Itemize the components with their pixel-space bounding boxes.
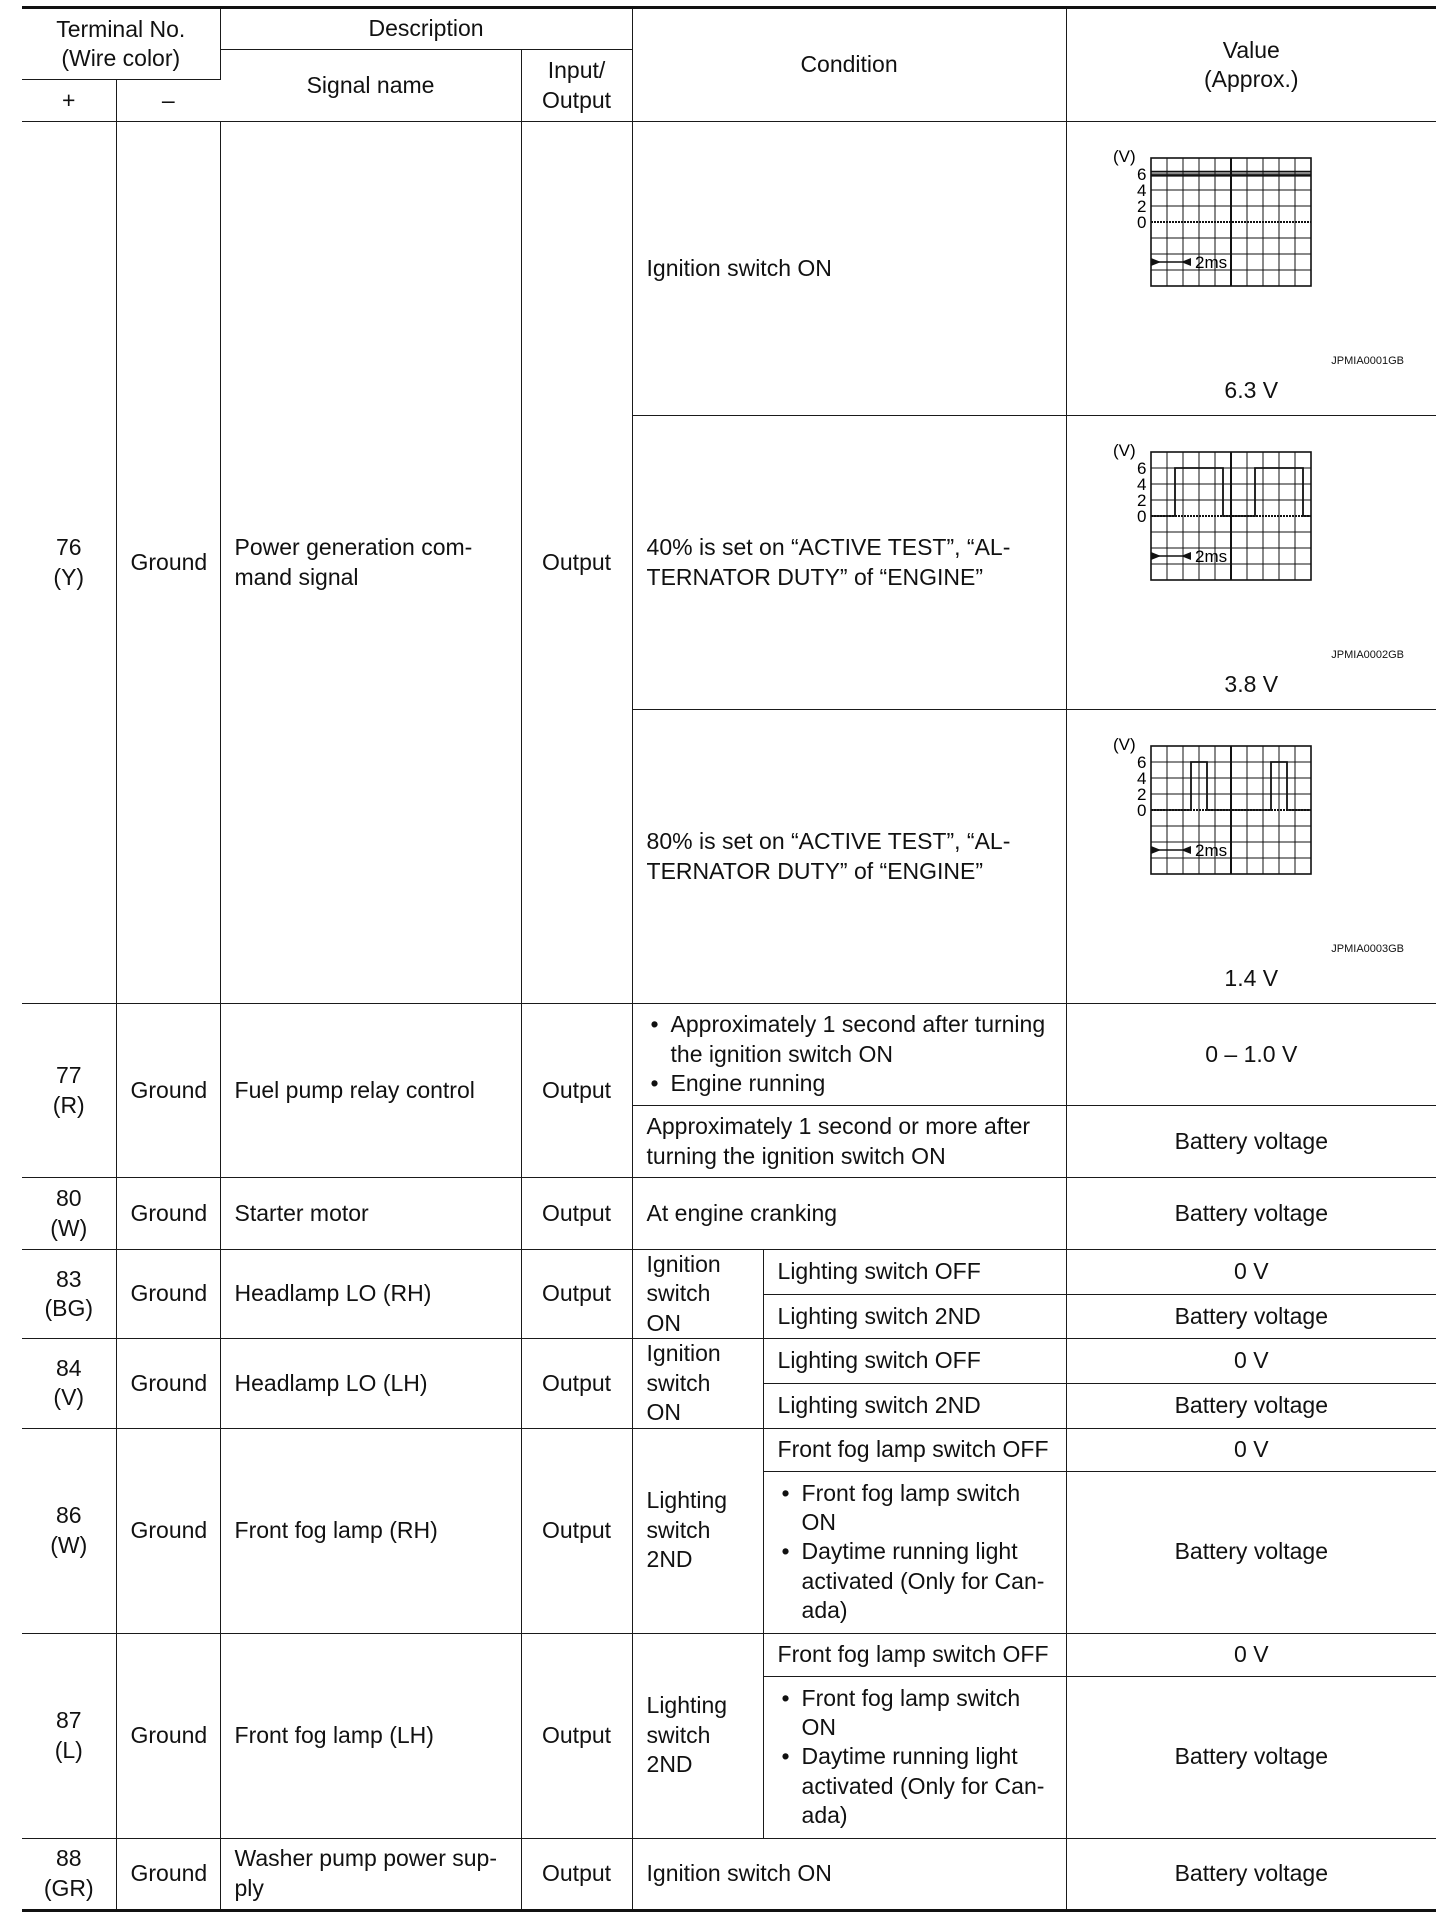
oscilloscope-waveform xyxy=(1107,724,1327,899)
y-tick-label: 4 xyxy=(1136,474,1146,494)
condition-text: At engine cranking xyxy=(632,1178,1066,1250)
io-type: Output xyxy=(521,1633,632,1838)
header-terminal-label: Terminal No. xyxy=(56,15,186,42)
table-row xyxy=(22,1004,1436,1106)
condition-group: Lighting switch 2ND xyxy=(632,1428,763,1633)
header-value-label: Value xyxy=(1222,36,1280,63)
wire-color: (BG) xyxy=(44,1295,94,1322)
minus-terminal: Ground xyxy=(116,1004,220,1178)
table-row xyxy=(22,1633,1436,1676)
terminal-number: 76 xyxy=(55,534,82,561)
terminal-cell xyxy=(22,1178,116,1250)
header-approx-label: (Approx.) xyxy=(1203,66,1299,92)
wire-color: (Y) xyxy=(53,563,85,590)
condition-bullet: • Engine running xyxy=(647,1069,1052,1098)
approx-value: 0 V xyxy=(1066,1428,1436,1471)
condition-bullet: • Front fog lamp switch ON xyxy=(778,1479,1052,1538)
y-unit-label: (V) xyxy=(1112,146,1136,166)
wire-color: (R) xyxy=(52,1091,85,1118)
io-type: Output xyxy=(521,1838,632,1910)
arrow-head xyxy=(1151,552,1161,560)
io-type: Output xyxy=(521,1428,632,1633)
terminal-number: 86 xyxy=(55,1502,82,1529)
arrow-head xyxy=(1151,846,1161,854)
approx-value: 0 V xyxy=(1066,1633,1436,1676)
sub-condition: Front fog lamp switch OFF xyxy=(763,1633,1066,1676)
terminal-number: 84 xyxy=(55,1355,82,1382)
terminal-number: 87 xyxy=(55,1707,82,1734)
table-row xyxy=(22,1178,1436,1250)
terminal-cell xyxy=(22,1633,116,1838)
terminal-cell xyxy=(22,1838,116,1910)
waveform-cell xyxy=(1066,416,1436,710)
figure-code: JPMIA0002GB xyxy=(1331,648,1405,661)
header-terminal-no xyxy=(22,8,220,80)
sub-condition: Lighting switch 2ND xyxy=(763,1294,1066,1339)
signal-name: Front fog lamp (RH) xyxy=(220,1428,521,1633)
y-unit-label: (V) xyxy=(1112,440,1136,460)
approx-value: 0 – 1.0 V xyxy=(1066,1004,1436,1106)
terminal-cell xyxy=(22,1428,116,1633)
wire-color: (V) xyxy=(53,1384,85,1411)
condition-bullet: • Approximately 1 second after turning the ignition switch ON xyxy=(647,1010,1052,1069)
y-tick-label: 2 xyxy=(1136,784,1146,804)
condition-group: Ignition switch ON xyxy=(632,1250,763,1339)
y-tick-label: 0 xyxy=(1136,506,1146,526)
y-tick-label: 6 xyxy=(1136,164,1146,184)
condition-list xyxy=(647,1010,1052,1098)
header-description: Description xyxy=(220,8,632,50)
condition-group: Lighting switch 2ND xyxy=(632,1633,763,1838)
terminal-number: 80 xyxy=(55,1185,82,1212)
condition-text: Approximately 1 second or more after turning the ignition switch ON xyxy=(632,1106,1066,1178)
terminal-cell xyxy=(22,1339,116,1428)
condition-group: Ignition switch ON xyxy=(632,1339,763,1428)
time-div-label: 2ms xyxy=(1194,252,1227,272)
figure-code: JPMIA0003GB xyxy=(1331,942,1405,955)
time-div-label: 2ms xyxy=(1194,546,1227,566)
signal-name: Power generation com-mand signal xyxy=(220,122,521,1004)
condition-list xyxy=(778,1684,1052,1831)
header-minus: – xyxy=(116,80,220,122)
io-type: Output xyxy=(521,122,632,1004)
condition-list xyxy=(778,1479,1052,1626)
header-input-output: Input/ Output xyxy=(521,50,632,122)
y-tick-label: 2 xyxy=(1136,196,1146,216)
terminal-cell xyxy=(22,122,116,1004)
table-row xyxy=(22,1250,1436,1295)
signal-name: Starter motor xyxy=(220,1178,521,1250)
condition-bullet: • Front fog lamp switch ON xyxy=(778,1684,1052,1743)
signal-name: Headlamp LO (LH) xyxy=(220,1339,521,1428)
header-signal-name: Signal name xyxy=(220,50,521,122)
table-row xyxy=(22,1838,1436,1910)
table-row xyxy=(22,122,1436,416)
terminal-number: 77 xyxy=(55,1062,82,1089)
signal-name: Front fog lamp (LH) xyxy=(220,1633,521,1838)
io-type: Output xyxy=(521,1250,632,1339)
y-tick-label: 2 xyxy=(1136,490,1146,510)
minus-terminal: Ground xyxy=(116,1428,220,1633)
time-div-label: 2ms xyxy=(1194,840,1227,860)
wire-color: (W) xyxy=(50,1531,88,1558)
approx-value: Battery voltage xyxy=(1066,1471,1436,1633)
sub-condition: Lighting switch OFF xyxy=(763,1250,1066,1295)
minus-terminal: Ground xyxy=(116,1339,220,1428)
waveform-figure xyxy=(1067,418,1437,708)
waveform-cell xyxy=(1066,710,1436,1004)
io-type: Output xyxy=(521,1339,632,1428)
signal-name: Washer pump power sup-ply xyxy=(220,1838,521,1910)
header-value xyxy=(1066,8,1436,122)
wire-color: (GR) xyxy=(43,1874,94,1901)
approx-value: 3.8 V xyxy=(1224,670,1279,697)
sub-condition xyxy=(763,1676,1066,1838)
approx-value: 1.4 V xyxy=(1224,964,1279,991)
y-tick-label: 0 xyxy=(1136,212,1146,232)
y-tick-label: 0 xyxy=(1136,800,1146,820)
header-plus: + xyxy=(22,80,116,122)
minus-terminal: Ground xyxy=(116,1178,220,1250)
approx-value: 6.3 V xyxy=(1224,376,1279,403)
approx-value: Battery voltage xyxy=(1066,1383,1436,1428)
minus-terminal: Ground xyxy=(116,1633,220,1838)
signal-name: Headlamp LO (RH) xyxy=(220,1250,521,1339)
io-type: Output xyxy=(521,1178,632,1250)
terminal-cell xyxy=(22,1004,116,1178)
waveform-figure xyxy=(1067,712,1437,1002)
approx-value: Battery voltage xyxy=(1066,1676,1436,1838)
terminal-number: 88 xyxy=(55,1845,82,1872)
y-unit-label: (V) xyxy=(1112,734,1136,754)
terminal-cell xyxy=(22,1250,116,1339)
io-type: Output xyxy=(521,1004,632,1178)
approx-value: 0 V xyxy=(1066,1339,1436,1384)
condition-bullet: • Daytime running light activated (Only for Can-ada) xyxy=(778,1537,1052,1625)
sub-condition: Lighting switch OFF xyxy=(763,1339,1066,1384)
approx-value: 0 V xyxy=(1066,1250,1436,1295)
figure-code: JPMIA0001GB xyxy=(1331,354,1405,367)
sub-condition xyxy=(763,1471,1066,1633)
condition-bullet: • Daytime running light activated (Only for Can-ada) xyxy=(778,1742,1052,1830)
minus-terminal: Ground xyxy=(116,122,220,1004)
arrow-head xyxy=(1151,258,1161,266)
sub-condition: Lighting switch 2ND xyxy=(763,1383,1066,1428)
condition-text: 40% is set on “ACTIVE TEST”, “AL-TERNATOR DUTY” of “ENGINE” xyxy=(632,416,1066,710)
terminal-spec-table xyxy=(22,6,1436,1912)
waveform-cell xyxy=(1066,122,1436,416)
condition-text: 80% is set on “ACTIVE TEST”, “AL-TERNATOR DUTY” of “ENGINE” xyxy=(632,710,1066,1004)
approx-value: Battery voltage xyxy=(1066,1178,1436,1250)
header-condition: Condition xyxy=(632,8,1066,122)
y-tick-label: 6 xyxy=(1136,458,1146,478)
approx-value: Battery voltage xyxy=(1066,1838,1436,1910)
condition-text: Ignition switch ON xyxy=(632,122,1066,416)
terminal-number: 83 xyxy=(55,1265,82,1292)
signal-name: Fuel pump relay control xyxy=(220,1004,521,1178)
table-row xyxy=(22,1339,1436,1384)
oscilloscope-waveform xyxy=(1107,430,1327,605)
minus-terminal: Ground xyxy=(116,1838,220,1910)
minus-terminal: Ground xyxy=(116,1250,220,1339)
condition-text xyxy=(632,1004,1066,1106)
sub-condition: Front fog lamp switch OFF xyxy=(763,1428,1066,1471)
table-row xyxy=(22,1428,1436,1471)
approx-value: Battery voltage xyxy=(1066,1294,1436,1339)
y-tick-label: 4 xyxy=(1136,768,1146,788)
wire-color: (W) xyxy=(50,1214,88,1241)
oscilloscope-waveform xyxy=(1107,136,1327,311)
y-tick-label: 6 xyxy=(1136,752,1146,772)
y-tick-label: 4 xyxy=(1136,180,1146,200)
waveform-figure xyxy=(1067,124,1437,414)
approx-value: Battery voltage xyxy=(1066,1106,1436,1178)
condition-text: Ignition switch ON xyxy=(632,1838,1066,1910)
header-wire-color: (Wire color) xyxy=(61,45,181,71)
wire-color: (L) xyxy=(54,1736,83,1763)
